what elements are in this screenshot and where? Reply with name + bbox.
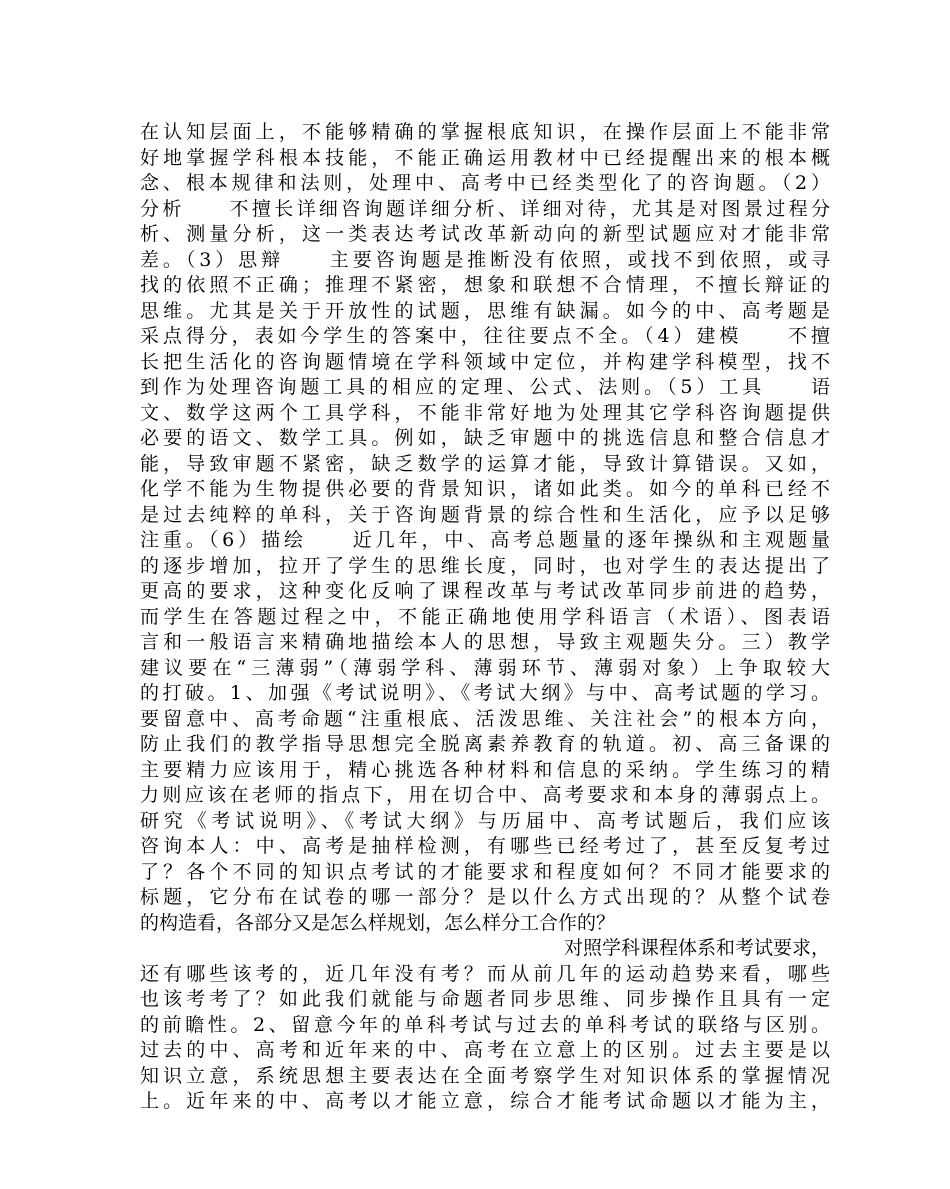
text-line: 也该考考了？如此我们就能与命题者同步思维、同步操作且具有一定	[140, 988, 830, 1010]
text-line: 的前瞻性。2、留意今年的单科考试与过去的单科考试的联络与区别。	[140, 1013, 830, 1036]
text-line: 在认知层面上，不能够精确的掌握根底知识，在操作层面上不能非常	[140, 121, 830, 143]
text-line: 的打破。1、加强《考试说明》、《考试大纲》与中、高考试题的学习。	[140, 682, 830, 704]
text-line: 念、根本规律和法则，处理中、高考中已经类型化了的咨询题。（2）	[140, 172, 830, 194]
text-line: 言和一般语言来精确地描绘本人的思想，导致主观题失分。三）教学	[140, 631, 830, 653]
text-line: 的构造看，各部分又是怎么样规划，怎么样分工合作的？	[140, 911, 616, 934]
text-line: 防止我们的教学指导思想完全脱离素养教育的轨道。初、高三备课的	[140, 733, 830, 755]
text-line: 必要的语文、数学工具。例如，缺乏审题中的挑选信息和整合信息才	[140, 427, 830, 449]
text-line: 到作为处理咨询题工具的相应的定理、公式、法则。（5）工具 语	[140, 376, 830, 398]
text-line: 要留意中、高考命题“注重根底、活泼思维、关注社会”的根本方向，	[140, 707, 830, 730]
text-line: 长把生活化的咨询题情境在学科领域中定位，并构建学科模型，找不	[140, 350, 830, 373]
text-line: 还有哪些该考的，近几年没有考？而从前几年的运动趋势来看，哪些	[140, 962, 830, 985]
text-line: 对照学科课程体系和考试要求，	[563, 937, 830, 959]
text-line: 更高的要求，这种变化反响了课程改革与考试改革同步前进的趋势，	[140, 580, 830, 602]
text-line: 过去的中、高考和近年来的中、高考在立意上的区别。过去主要是以	[140, 1039, 830, 1061]
text-line: 析、测量分析，这一类表达考试改革新动向的新型试题应对才能非常	[140, 223, 830, 245]
text-line: 化学不能为生物提供必要的背景知识，诸如此类。如今的单科已经不	[140, 478, 830, 500]
text-line: 研究《考试说明》、《考试大纲》与历届中、高考试题后，我们应该	[140, 809, 830, 832]
text-line: 力则应该在老师的指点下，用在切合中、高考要求和本身的薄弱点上。	[140, 784, 830, 806]
text-line: 上。近年来的中、高考以才能立意，综合才能考试命题以才能为主，	[140, 1090, 830, 1112]
text-line: 而学生在答题过程之中，不能正确地使用学科语言（术语）、图表语	[140, 605, 830, 628]
text-line: 分析 不擅长详细咨询题详细分析、详细对待，尤其是对图景过程分	[140, 197, 830, 220]
text-line: 建议要在“三薄弱”（薄弱学科、薄弱环节、薄弱对象）上争取较大	[140, 656, 830, 679]
text-line: 是过去纯粹的单科，关于咨询题背景的综合性和生活化，应予以足够	[140, 503, 830, 526]
text-line: 能，导致审题不紧密，缺乏数学的运算才能，导致计算错误。又如，	[140, 452, 830, 475]
text-line: 知识立意，系统思想主要表达在全面考察学生对知识体系的掌握情况	[140, 1064, 830, 1087]
text-line: 文、数学这两个工具学科，不能非常好地为处理其它学科咨询题提供	[140, 401, 830, 424]
text-line: 好地掌握学科根本技能，不能正确运用教材中已经提醒出来的根本概	[140, 146, 830, 169]
text-line: 咨询本人：中、高考是抽样检测，有哪些已经考过了，甚至反复考过	[140, 835, 830, 857]
text-line: 了？各个不同的知识点考试的才能要求和程度如何？不同才能要求的	[140, 860, 830, 883]
text-line: 主要精力应该用于，精心挑选各种材料和信息的采纳。学生练习的精	[140, 758, 830, 781]
text-line: 注重。（6）描绘 近几年，中、高考总题量的逐年操纵和主观题量	[140, 529, 830, 551]
text-line: 标题，它分布在试卷的哪一部分？是以什么方式出现的？从整个试卷	[140, 886, 830, 908]
text-line: 差。（3）思辩 主要咨询题是推断没有依照，或找不到依照，或寻	[140, 248, 830, 271]
text-line: 找的依照不正确；推理不紧密，想象和联想不合情理，不擅长辩证的	[140, 274, 830, 296]
text-line: 的逐步增加，拉开了学生的思维长度，同时，也对学生的表达提出了	[140, 554, 830, 577]
text-line: 采点得分，表如今学生的答案中，往往要点不全。（4）建模 不擅	[140, 325, 830, 347]
text-line: 思维。尤其是关于开放性的试题，思维有缺漏。如今的中、高考题是	[140, 299, 830, 322]
document-body	[140, 120, 830, 1115]
